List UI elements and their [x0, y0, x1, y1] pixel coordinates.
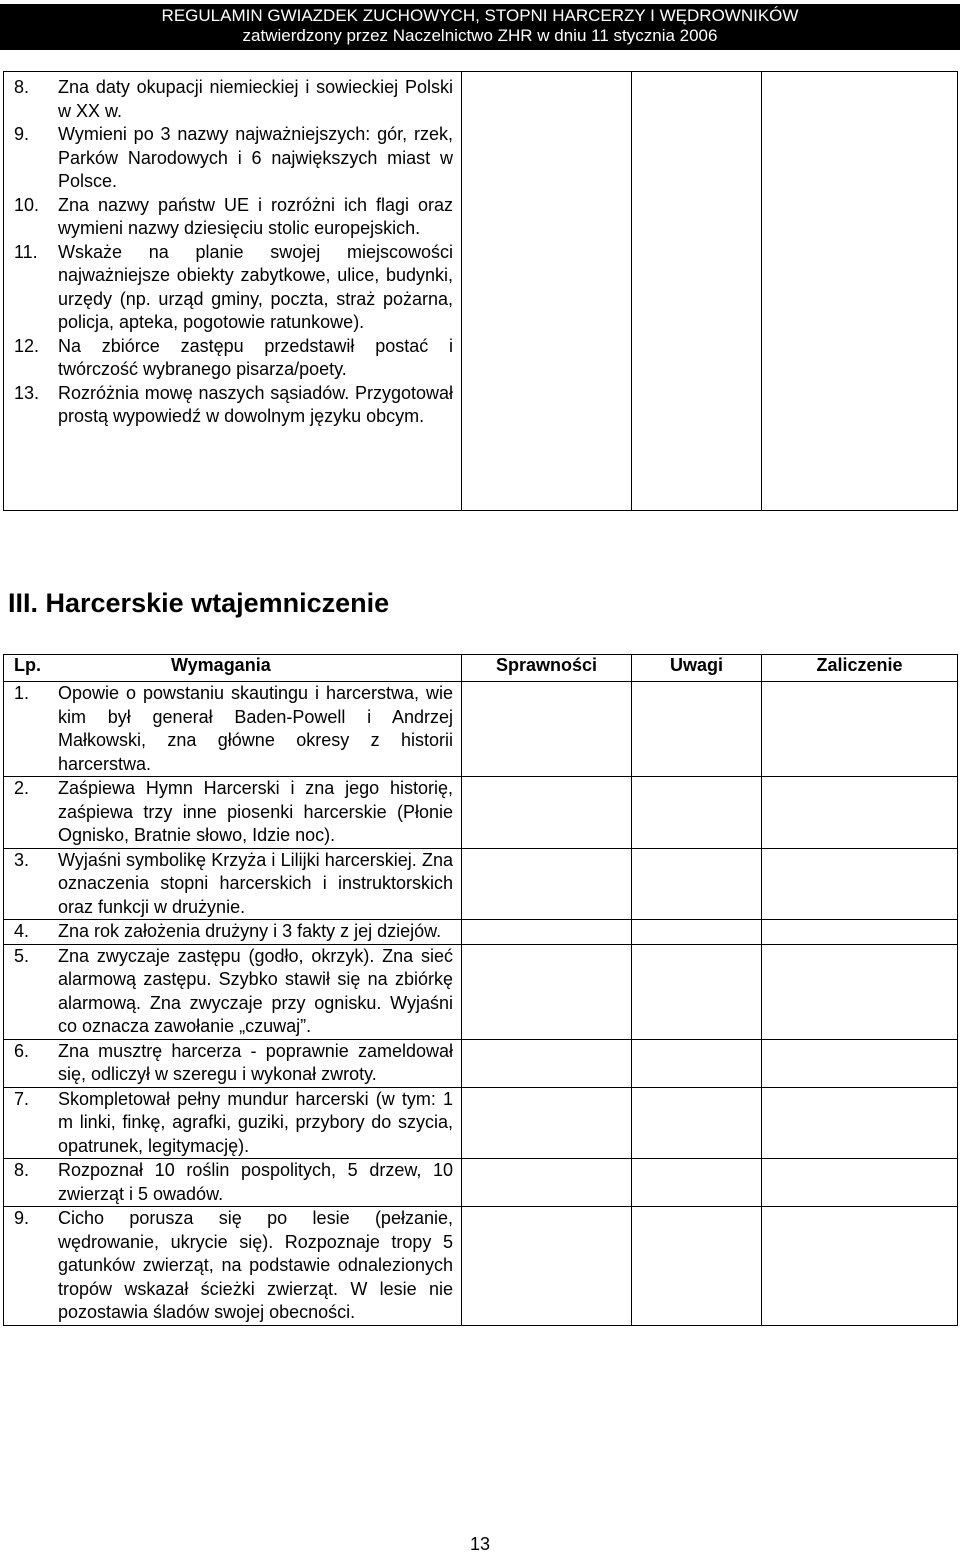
- completion-cell: [762, 944, 958, 1039]
- requirements-cell: [4, 848, 462, 920]
- notes-cell: [632, 1039, 762, 1087]
- header-badges: Sprawności: [462, 655, 632, 682]
- list-item: 2. Zaśpiewa Hymn Harcerski i zna jego historię, zaśpiewa trzy inne piosenki harcerskie (Płonie Ognisko, Bratnie słowo, Idzie noc).: [14, 778, 453, 845]
- requirements-table: [3, 654, 958, 1326]
- continued-requirements-table: [3, 71, 958, 511]
- completion-cell: [762, 1039, 958, 1087]
- badges-cell: [462, 1159, 632, 1207]
- list-item: 12. Na zbiórce zastępu przedstawił postać i twórczość wybranego pisarza/poety.: [14, 335, 453, 379]
- completion-cell: [762, 72, 958, 511]
- table-row: [4, 848, 958, 920]
- section-title: III. Harcerskie wtajemniczenie: [8, 588, 390, 618]
- list-item: 10. Zna nazwy państw UE i rozróżni ich flagi oraz wymieni nazwy dziesięciu stolic europejskich.: [14, 194, 453, 238]
- completion-cell: [762, 682, 958, 777]
- list-item: 8. Rozpoznał 10 roślin pospolitych, 5 drzew, 10 zwierząt i 5 owadów.: [14, 1160, 453, 1204]
- requirements-cell: [4, 777, 462, 849]
- completion-cell: [762, 1207, 958, 1326]
- list-item: 6. Zna musztrę harcerza - poprawnie zameldował się, odliczył w szeregu i wykonał zwroty.: [14, 1040, 453, 1084]
- badges-cell: [462, 1087, 632, 1159]
- badges-cell: [462, 777, 632, 849]
- table-row: [4, 1159, 958, 1207]
- list-item: 9. Cicho porusza się po lesie (pełzanie, wędrowanie, ukrycie się). Rozpoznaje tropy 5 gatunków zwierząt, na podstawie odnalezionych tropów wskazał ścieżki zwierząt. W lesie nie pozostawia śladów swojej obecności.: [14, 1208, 453, 1322]
- completion-cell: [762, 1159, 958, 1207]
- table-row: [4, 944, 958, 1039]
- table-row: [4, 777, 958, 849]
- completion-cell: [762, 848, 958, 920]
- header-requirements: Lp. Wymagania: [4, 655, 462, 682]
- requirements-cell: [4, 1207, 462, 1326]
- list-item: 7. Skompletował pełny mundur harcerski (w tym: 1 m linki, finkę, agrafki, guziki, przybory do szycia, opatrunek, legitymację).: [14, 1088, 453, 1156]
- list-item: 4. Zna rok założenia drużyny i 3 fakty z jej dziejów.: [14, 921, 442, 941]
- requirements-cell: [4, 1087, 462, 1159]
- list-item: 11. Wskaże na planie swojej miejscowości najważniejsze obiekty zabytkowe, ulice, budynki, urzędy (np. urząd gminy, poczta, straż pożarna, policja, apteka, pogotowie ratunkowe).: [14, 241, 453, 332]
- notes-cell: [632, 777, 762, 849]
- notes-cell: [632, 1159, 762, 1207]
- notes-cell: [632, 1207, 762, 1326]
- notes-cell: [632, 72, 762, 511]
- badges-cell: [462, 920, 632, 945]
- notes-cell: [632, 682, 762, 777]
- table-row: [4, 1207, 958, 1326]
- requirements-cell: [4, 72, 462, 511]
- list-item: 1. Opowie o powstaniu skautingu i harcerstwa, wie kim był generał Baden-Powell i Andrzej Małkowski, zna główne okresy z historii harcerstwa.: [14, 683, 453, 774]
- table-row: [4, 1087, 958, 1159]
- list-item: 3. Wyjaśni symbolikę Krzyża i Lilijki harcerskiej. Zna oznaczenia stopni harcerskich i instruktorskich oraz funkcji w drużynie.: [14, 849, 453, 917]
- list-item: 5. Zna zwyczaje zastępu (godło, okrzyk). Zna sieć alarmową zastępu. Szybko stawił się na zbiórkę alarmową. Zna zwyczaje przy ognisku. Wyjaśni co oznacza zawołanie „czuwaj”.: [14, 945, 453, 1036]
- badges-cell: [462, 72, 632, 511]
- table-row: [4, 920, 958, 945]
- requirements-cell: [4, 920, 462, 945]
- header-subtitle: zatwierdzony przez Naczelnictwo ZHR w dniu 11 stycznia 2006: [242, 26, 718, 45]
- header-notes: Uwagi: [632, 655, 762, 682]
- document-header: [0, 4, 960, 50]
- notes-cell: [632, 944, 762, 1039]
- badges-cell: [462, 682, 632, 777]
- badges-cell: [462, 848, 632, 920]
- notes-cell: [632, 920, 762, 945]
- list-item: 9. Wymieni po 3 nazwy najważniejszych: gór, rzek, Parków Narodowych i 6 największych miast w Polsce.: [14, 124, 453, 191]
- requirements-cell: [4, 682, 462, 777]
- table-row: [4, 72, 958, 511]
- completion-cell: [762, 777, 958, 849]
- badges-cell: [462, 1207, 632, 1326]
- requirements-cell: [4, 1039, 462, 1087]
- header-title: REGULAMIN GWIAZDEK ZUCHOWYCH, STOPNI HARCERZY I WĘDROWNIKÓW: [161, 6, 799, 25]
- requirements-cell: [4, 944, 462, 1039]
- requirements-cell: [4, 1159, 462, 1207]
- notes-cell: [632, 1087, 762, 1159]
- completion-cell: [762, 1087, 958, 1159]
- table-header-row: [4, 655, 958, 682]
- list-item: 13. Rozróżnia mowę naszych sąsiadów. Przygotował prostą wypowiedź w dowolnym języku obcym.: [14, 382, 453, 426]
- completion-cell: [762, 920, 958, 945]
- header-completion: Zaliczenie: [762, 655, 958, 682]
- badges-cell: [462, 944, 632, 1039]
- notes-cell: [632, 848, 762, 920]
- table-row: [4, 1039, 958, 1087]
- table-row: [4, 682, 958, 777]
- list-item: 8. Zna daty okupacji niemieckiej i sowieckiej Polski w XX w.: [14, 77, 453, 121]
- page-number: 13: [469, 1534, 491, 1554]
- badges-cell: [462, 1039, 632, 1087]
